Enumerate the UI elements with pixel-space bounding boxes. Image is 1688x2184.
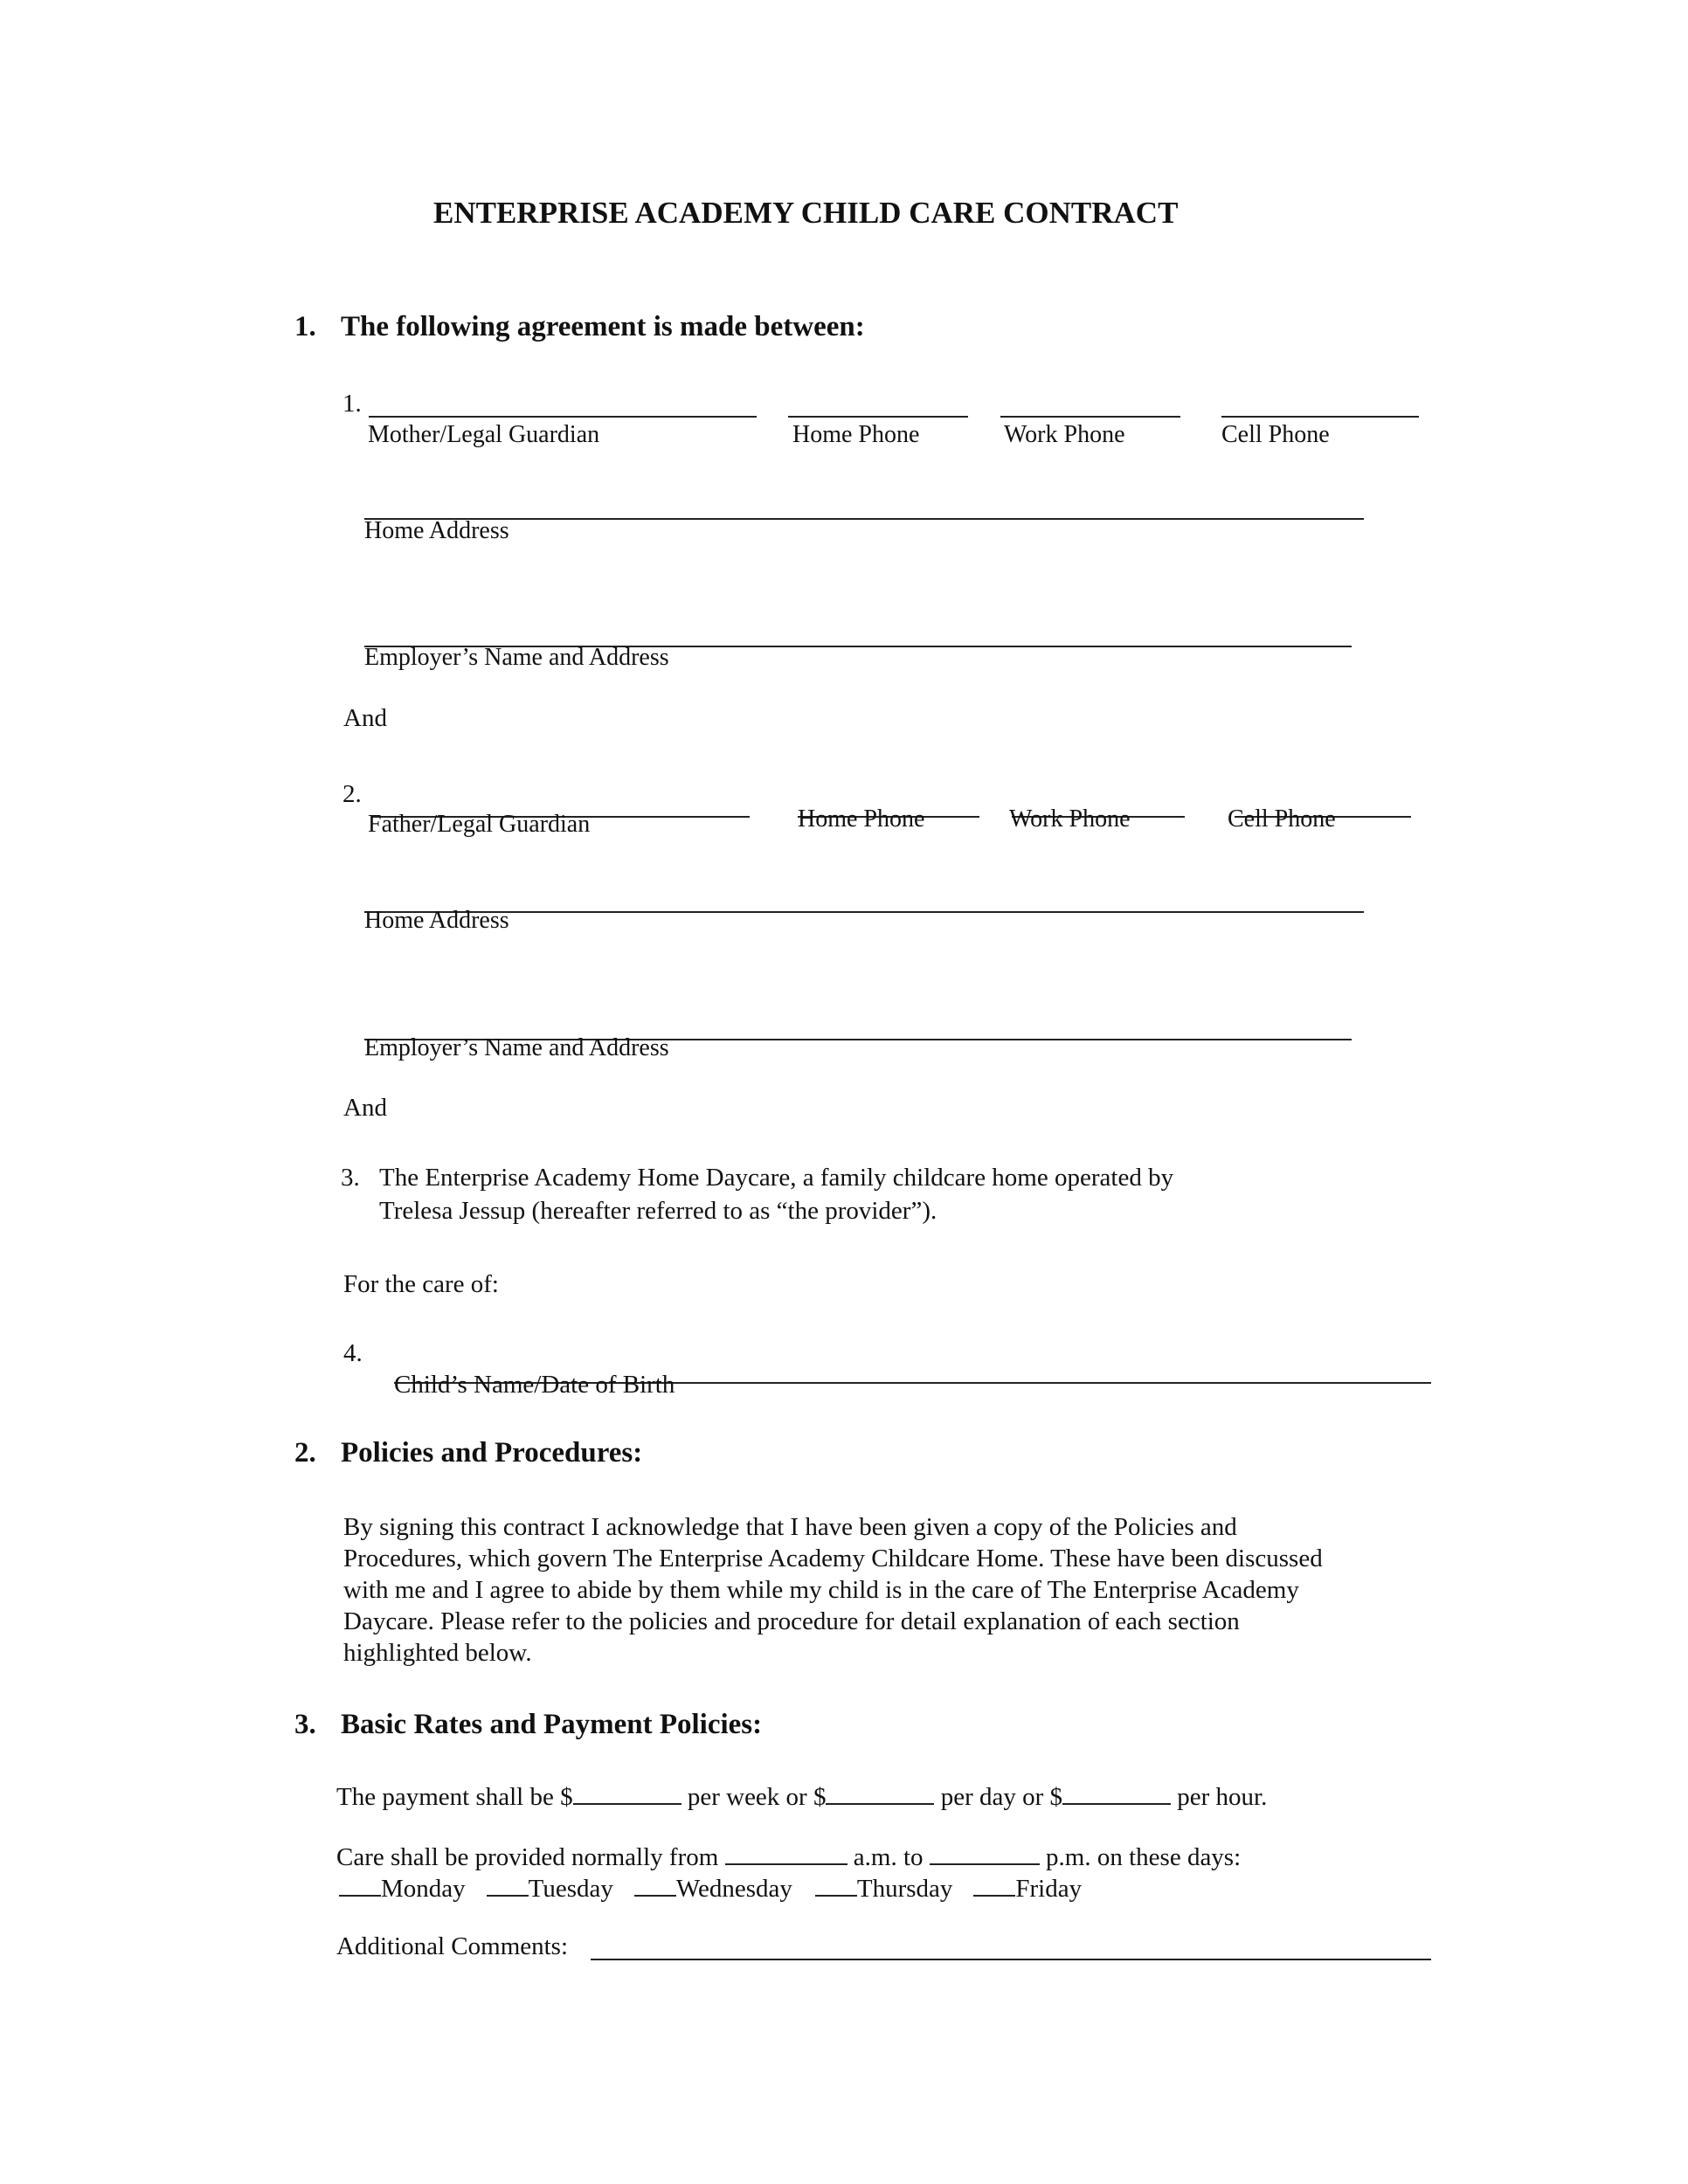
and-connector-1: And (343, 704, 387, 732)
provider-line-1: The Enterprise Academy Home Daycare, a family childcare home operated by (379, 1164, 1174, 1192)
pm-days-text: p.m. on these days: (1046, 1843, 1242, 1871)
hourly-rate-field[interactable] (1062, 1782, 1171, 1805)
page-title: ENTERPRISE ACADEMY CHILD CARE CONTRACT (433, 196, 1179, 230)
wednesday-checkbox[interactable] (634, 1874, 676, 1897)
mother-home-phone-field[interactable] (788, 416, 968, 418)
per-day-text: per day or $ (940, 1783, 1063, 1811)
mother-cell-phone-field[interactable] (1221, 416, 1419, 418)
child-name-dob-label: Child’s Name/Date of Birth (394, 1371, 675, 1399)
mother-home-address-label: Home Address (364, 517, 509, 544)
payment-prefix: The payment shall be $ (336, 1783, 573, 1811)
additional-comments-field[interactable] (591, 1959, 1431, 1960)
policies-line: with me and I agree to abide by them while my child is in the care of The Enterprise Academy (343, 1576, 1299, 1604)
mother-cell-phone-label: Cell Phone (1221, 421, 1330, 448)
mother-name-label: Mother/Legal Guardian (368, 421, 600, 448)
section-3-heading: Basic Rates and Payment Policies: (341, 1709, 763, 1740)
father-work-phone-label: Work Phone (1009, 805, 1131, 833)
tuesday-label: Tuesday (528, 1875, 613, 1903)
monday-label: Monday (381, 1875, 466, 1903)
end-time-field[interactable] (930, 1842, 1040, 1865)
party-3-number: 3. (341, 1164, 360, 1192)
father-home-phone-label: Home Phone (798, 805, 925, 833)
father-cell-phone-label: Cell Phone (1228, 805, 1336, 833)
father-home-address-label: Home Address (364, 907, 509, 934)
start-time-field[interactable] (725, 1842, 847, 1865)
party-1-number: 1. (342, 390, 362, 418)
section-1-heading: The following agreement is made between: (341, 311, 865, 342)
policies-line: By signing this contract I acknowledge that I have been given a copy of the Policies and (343, 1513, 1237, 1541)
mother-home-phone-label: Home Phone (792, 421, 920, 448)
mother-employer-label: Employer’s Name and Address (364, 644, 669, 671)
policies-line: Procedures, which govern The Enterprise Academy Childcare Home. These have been discussed (343, 1545, 1323, 1572)
father-name-label: Father/Legal Guardian (368, 811, 591, 838)
child-number: 4. (343, 1339, 363, 1367)
thursday-label: Thursday (856, 1875, 953, 1903)
mother-home-address-field[interactable] (364, 518, 1364, 520)
father-home-address-field[interactable] (364, 911, 1364, 913)
payment-line (336, 1782, 1267, 1812)
section-2-number: 2. (294, 1437, 316, 1469)
wednesday-label: Wednesday (675, 1875, 792, 1903)
father-employer-label: Employer’s Name and Address (364, 1034, 669, 1061)
policies-line: highlighted below. (343, 1639, 532, 1667)
for-care-of-label: For the care of: (343, 1270, 499, 1298)
thursday-checkbox[interactable] (815, 1874, 857, 1897)
additional-comments-label: Additional Comments: (336, 1932, 569, 1960)
mother-work-phone-label: Work Phone (1004, 421, 1125, 448)
section-2-heading: Policies and Procedures: (341, 1437, 643, 1469)
party-2-number: 2. (342, 780, 362, 808)
mother-work-phone-field[interactable] (1000, 416, 1180, 418)
friday-label: Friday (1015, 1875, 1083, 1903)
tuesday-checkbox[interactable] (487, 1874, 529, 1897)
per-hour-text: per hour. (1177, 1783, 1268, 1811)
mother-name-field[interactable] (369, 416, 757, 418)
daily-rate-field[interactable] (826, 1782, 934, 1805)
friday-checkbox[interactable] (973, 1874, 1015, 1897)
hours-line (336, 1842, 1241, 1872)
provider-line-2: Trelesa Jessup (hereafter referred to as “the provider”). (379, 1197, 937, 1225)
hours-prefix: Care shall be provided normally from (336, 1843, 719, 1871)
policies-line: Daycare. Please refer to the policies and procedure for detail explanation of each section (343, 1607, 1240, 1635)
weekly-rate-field[interactable] (573, 1782, 681, 1805)
am-to-text: a.m. to (853, 1843, 924, 1871)
section-1-number: 1. (294, 311, 316, 342)
days-line (339, 1874, 1082, 1904)
and-connector-2: And (343, 1094, 387, 1122)
section-3-number: 3. (294, 1709, 316, 1740)
per-week-text: per week or $ (687, 1783, 827, 1811)
monday-checkbox[interactable] (339, 1874, 381, 1897)
